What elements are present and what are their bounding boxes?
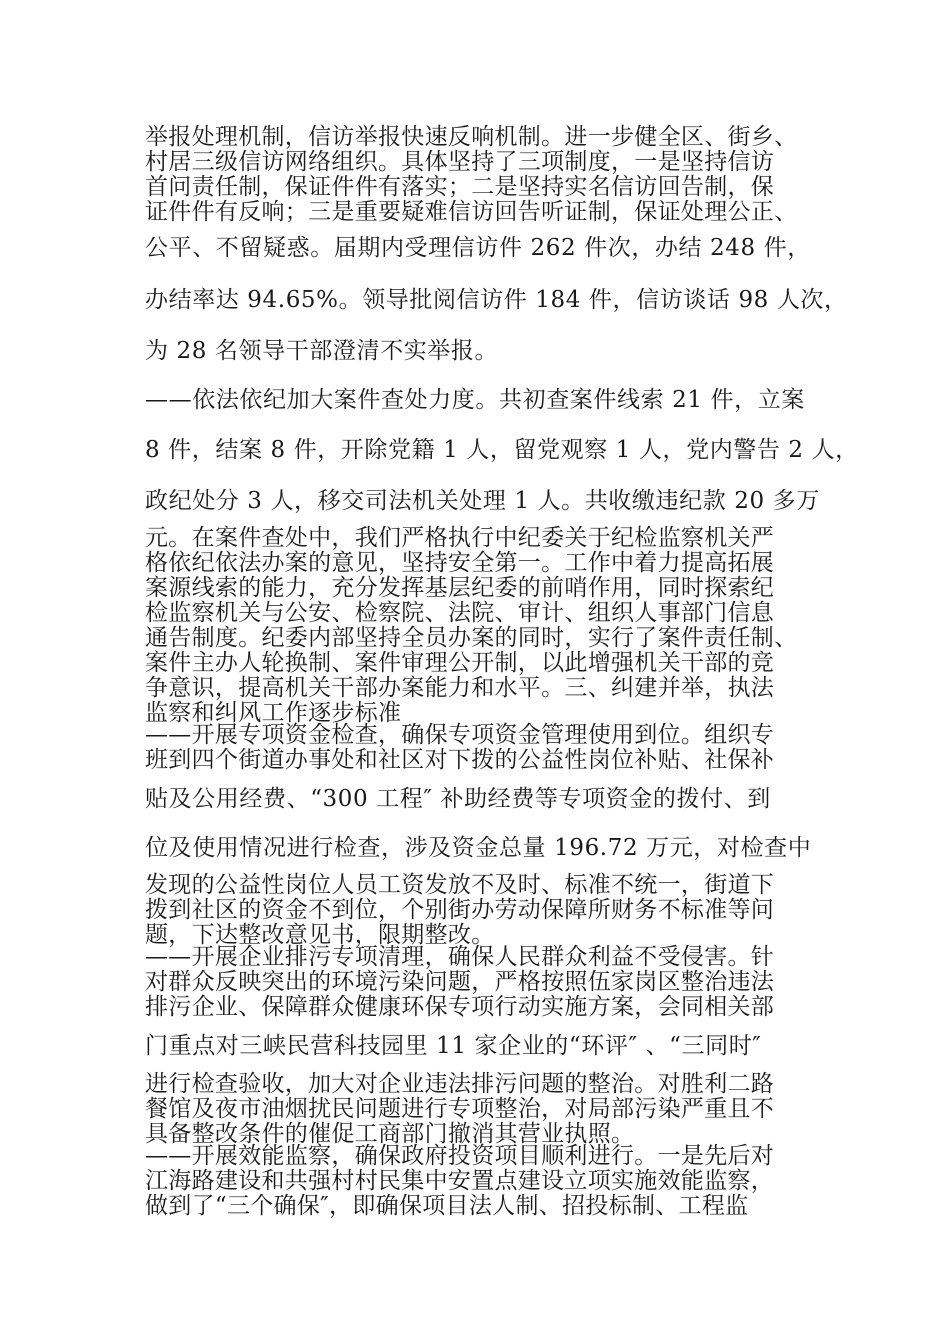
text-line: 发现的公益性岗位人员工资发放不及时、标准不统一，街道下 [145,872,775,898]
text-line: 拨到社区的资金不到位，个别街办劳动保障所财务不标准等问 [145,897,775,923]
text-line: 做到了“三个确保″，即确保项目法人制、招投标制、工程监 [145,1193,749,1219]
text-line: 政纪处分 3 人，移交司法机关处理 1 人。共收缴违纪款 20 多万 [145,488,820,514]
text-line: 题，下达整改意见书，限期整改。 [145,922,495,948]
text-line: 案源线索的能力，充分发挥基层纪委的前哨作用，同时探索纪 [145,575,775,601]
text-line: 办结率达 94.65%。领导批阅信访件 184 件，信访谈话 98 人次， [145,287,848,313]
text-line: 争意识，提高机关干部办案能力和水平。三、纠建并举，执法 [145,675,775,701]
text-line: 村居三级信访网络组织。具体坚持了三项制度，一是坚持信访 [145,149,775,175]
text-line: 公平、不留疑惑。届期内受理信访件 262 件次，办结 248 件， [145,235,811,261]
text-line: 举报处理机制，信访举报快速反响机制。进一步健全区、街乡、 [145,124,798,150]
text-line: 首问责任制，保证件件有落实；二是坚持实名信访回告制，保 [145,174,775,200]
text-line: 监察和纠风工作逐步标准 [145,700,402,726]
text-line: 证件件有反响；三是重要疑难信访回告听证制，保证处理公正、 [145,199,798,225]
text-line: 8 件，结案 8 件，开除党籍 1 人，留党观察 1 人，党内警告 2 人， [145,437,859,463]
text-line: 具备整改条件的催促工商部门撤消其营业执照。 [145,1121,635,1147]
text-line: 对群众反映突出的环境污染问题，严格按照伍家岗区整治违法 [145,969,775,995]
text-line: ——依法依纪加大案件查处力度。共初查案件线索 21 件，立案 [145,387,805,413]
text-line: 江海路建设和共强村村民集中安置点建设立项实施效能监察， [145,1168,775,1194]
text-line: 进行检查验收，加大对企业违法排污问题的整治。对胜利二路 [145,1071,775,1097]
text-line: ——开展企业排污专项清理，确保人民群众利益不受侵害。针 [145,944,775,970]
text-line: 格依纪依法办案的意见，坚持安全第一。工作中着力提高拓展 [145,550,775,576]
text-line: 位及使用情况进行检查，涉及资金总量 196.72 万元，对检查中 [145,835,812,861]
text-line: 排污企业、保障群众健康环保专项行动实施方案，会同相关部 [145,994,775,1020]
text-line: 案件主办人轮换制、案件审理公开制，以此增强机关干部的竞 [145,650,775,676]
text-line: 检监察机关与公安、检察院、法院、审计、组织人事部门信息 [145,600,775,626]
text-line: 为 28 名领导干部澄清不实举报。 [145,338,499,364]
text-line: 餐馆及夜市油烟扰民问题进行专项整治，对局部污染严重且不 [145,1096,775,1122]
text-line: ——开展专项资金检查，确保专项资金管理使用到位。组织专 [145,722,775,748]
text-line: 元。在案件查处中，我们严格执行中纪委关于纪检监察机关严 [145,525,775,551]
text-line: 贴及公用经费、“300 工程″ 补助经费等专项资金的拨付、到 [145,786,771,812]
text-line: ——开展效能监察，确保政府投资项目顺利进行。一是先后对 [145,1143,775,1169]
text-line: 通告制度。纪委内部坚持全员办案的同时，实行了案件责任制、 [145,625,798,651]
text-line: 班到四个街道办事处和社区对下拨的公益性岗位补贴、社保补 [145,747,775,773]
text-line: 门重点对三峡民营科技园里 11 家企业的“环评″ 、“三同时″ [145,1033,762,1059]
